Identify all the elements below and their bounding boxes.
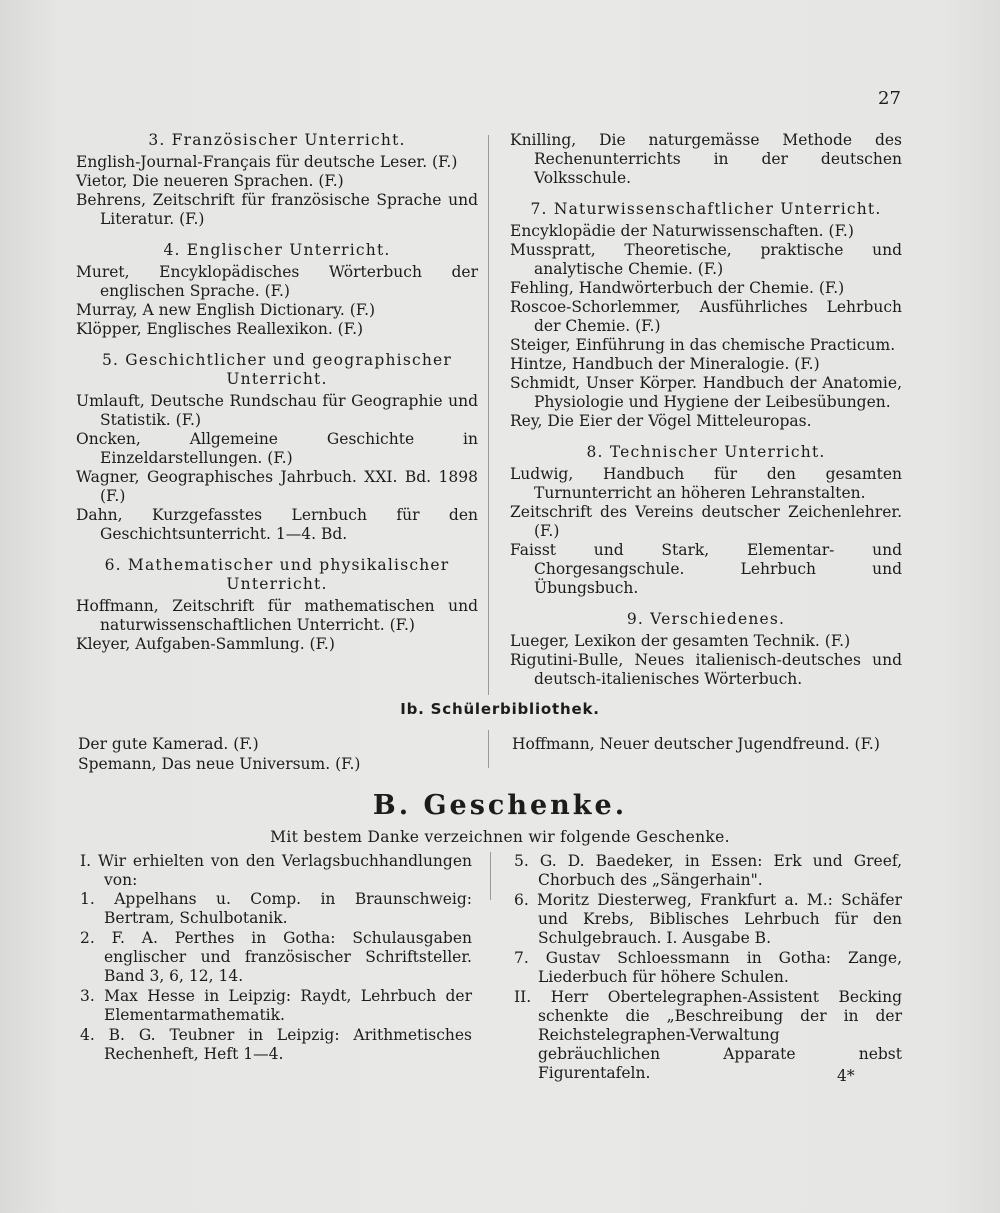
section-heading: 7. Naturwissenschaftlicher Unterricht. [530, 200, 882, 218]
list-item: Knilling, Die naturgemässe Methode des Rechenunterrichts in der deutschen Volksschule. [510, 131, 902, 187]
list-item: Klöpper, Englisches Reallexikon. (F.) [76, 320, 364, 338]
column-divider [490, 852, 491, 900]
list-item: Der gute Kamerad. (F.) [78, 735, 259, 753]
list-item: Faisst und Stark, Elementar- und Chorgesangschule. Lehrbuch und Übungsbuch. [510, 541, 902, 597]
list-item: Zeitschrift des Vereins deutscher Zeichenlehrer. (F.) [510, 503, 902, 540]
list-item: Lueger, Lexikon der gesamten Technik. (F.) [510, 632, 851, 650]
section-heading: 9. Verschiedenes. [626, 610, 786, 628]
list-item: Hoffmann, Zeitschrift für mathematischen und naturwissenschaftlichen Unterricht. (F.) [76, 597, 478, 634]
list-item: Schmidt, Unser Körper. Handbuch der Anatomie, Physiologie und Hygiene der Leibesübungen. [510, 374, 902, 411]
gifts-title: B. Geschenke. [372, 790, 628, 821]
list-item: Behrens, Zeitschrift für französische Sprache und Literatur. (F.) [76, 191, 478, 228]
gifts-right-column [514, 852, 902, 1083]
list-item: Dahn, Kurzgefasstes Lernbuch für den Geschichtsunterricht. 1—4. Bd. [76, 506, 478, 543]
list-item: Wagner, Geographisches Jahrbuch. XXI. Bd. 1898 (F.) [76, 468, 478, 505]
gifts-intro: Mit bestem Danke verzeichnen wir folgende Geschenke. [270, 828, 730, 846]
section-heading: 6. Mathematischer und physikalischer Unterricht. [104, 556, 450, 593]
list-item: 6. Moritz Diesterweg, Frankfurt a. M.: Schäfer und Krebs, Biblisches Lehrbuch für den Schulgebrauch. I. Ausgabe B. [514, 891, 902, 947]
list-item: 7. Gustav Schloessmann in Gotha: Zange, Liederbuch für höhere Schulen. [514, 949, 902, 986]
list-item: 1. Appelhans u. Comp. in Braunschweig: Bertram, Schulbotanik. [80, 890, 472, 927]
list-item: Murray, A new English Dictionary. (F.) [76, 301, 376, 319]
list-item: Umlauft, Deutsche Rundschau für Geographie und Statistik. (F.) [76, 392, 478, 429]
student-library-left [78, 734, 478, 774]
right-column [510, 131, 902, 689]
left-column [76, 131, 478, 654]
list-item: Rey, Die Eier der Vögel Mitteleuropas. [510, 412, 812, 430]
list-item: English-Journal-Français für deutsche Leser. (F.) [76, 153, 458, 171]
section-heading: 5. Geschichtlicher und geographischer Unterricht. [101, 351, 453, 388]
student-library-title: Ib. Schülerbibliothek. [400, 700, 600, 718]
gifts-left-column [80, 852, 472, 1065]
list-item: Hoffmann, Neuer deutscher Jugendfreund. (F.) [512, 735, 880, 753]
list-item: 2. F. A. Perthes in Gotha: Schulausgaben englischer und französischer Schriftsteller. Band 3, 6, 12, 14. [80, 929, 472, 985]
list-item: Fehling, Handwörterbuch der Chemie. (F.) [510, 279, 845, 297]
page-number: 27 [878, 88, 901, 109]
student-library-right [512, 734, 912, 754]
list-item: 5. G. D. Baedeker, in Essen: Erk und Greef, Chorbuch des „Sängerhain". [514, 852, 902, 889]
list-item: Steiger, Einführung in das chemische Practicum. [510, 336, 896, 354]
list-item: Oncken, Allgemeine Geschichte in Einzeldarstellungen. (F.) [76, 430, 478, 467]
column-divider [488, 730, 489, 768]
list-item: Rigutini-Bulle, Neues italienisch-deutsches und deutsch-italienisches Wörterbuch. [510, 651, 902, 688]
list-item: Spemann, Das neue Universum. (F.) [78, 755, 361, 773]
gifts-subheading: I. Wir erhielten von den Verlagsbuchhandlungen von: [80, 852, 472, 889]
list-item: Ludwig, Handbuch für den gesamten Turnunterricht an höheren Lehranstalten. [510, 465, 902, 502]
list-item: 3. Max Hesse in Leipzig: Raydt, Lehrbuch der Elementarmathematik. [80, 987, 472, 1024]
list-item: Kleyer, Aufgaben-Sammlung. (F.) [76, 635, 335, 653]
list-item: Muret, Encyklopädisches Wörterbuch der englischen Sprache. (F.) [76, 263, 478, 300]
section-heading: 3. Französischer Unterricht. [148, 131, 406, 149]
list-item: Musspratt, Theoretische, praktische und analytische Chemie. (F.) [510, 241, 902, 278]
signature-mark: 4* [837, 1067, 855, 1085]
list-item: Roscoe-Schorlemmer, Ausführliches Lehrbuch der Chemie. (F.) [510, 298, 902, 335]
list-item: Vietor, Die neueren Sprachen. (F.) [76, 172, 344, 190]
list-item: Hintze, Handbuch der Mineralogie. (F.) [510, 355, 820, 373]
section-heading: 8. Technischer Unterricht. [586, 443, 826, 461]
section-heading: 4. Englischer Unterricht. [163, 241, 391, 259]
gifts-section-two: II. Herr Obertelegraphen-Assistent Becking schenkte die „Beschreibung der in der Reichstelegraphen-Verwaltung gebräuchlichen Apparate nebst Figurentafeln. [514, 988, 902, 1082]
column-divider [488, 135, 489, 695]
list-item: Encyklopädie der Naturwissenschaften. (F.) [510, 222, 854, 240]
list-item: 4. B. G. Teubner in Leipzig: Arithmetisches Rechenheft, Heft 1—4. [80, 1026, 472, 1063]
